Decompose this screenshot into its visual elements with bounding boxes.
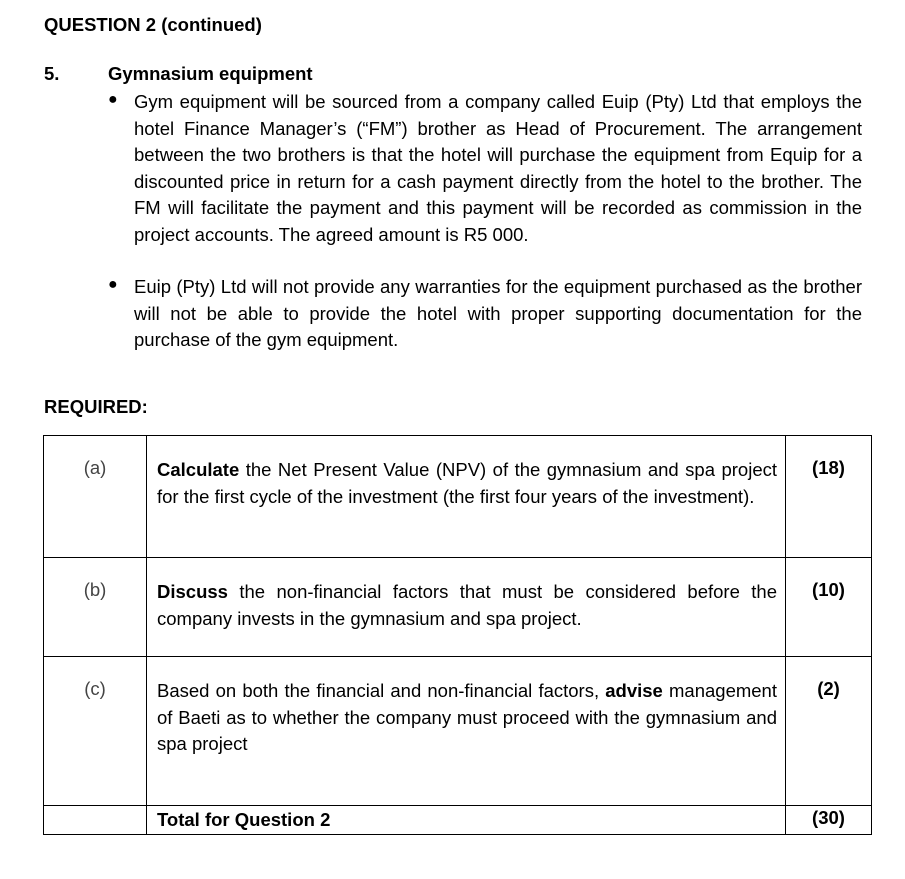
requirement-label: (c) [44,657,147,806]
total-marks: (30) [786,806,872,835]
bullet-paragraph-2: Euip (Pty) Ltd will not provide any warranties for the equipment purchased as the brother will not be able to provide the hotel with proper supporting documentation for the purchase of the gym equipment. [134,276,862,350]
section-number: 5. [44,63,60,84]
bullet-icon: ● [108,276,118,293]
section-title: Gymnasium equipment [108,63,313,84]
requirement-marks: (2) [786,657,872,806]
requirement-body: management of Baeti as to whether the company must proceed with the gymnasium and spa project [157,680,777,754]
requirement-text [147,436,786,558]
requirement-verb: advise [605,680,663,701]
requirement-pre: Based on both the financial and non-financial factors, [157,680,606,701]
bullet-icon: ● [108,91,118,108]
requirement-text [147,657,786,806]
table-row [44,558,872,657]
total-empty-cell [44,806,147,835]
page-heading: QUESTION 2 (continued) [44,14,262,35]
bullet-paragraph-1: Gym equipment will be sourced from a company called Euip (Pty) Ltd that employs the hotel Finance Manager’s (“FM”) brother as Head of Procurement. The arrangement between the two brothers is that the hotel will purchase the equipment from Equip for a discounted price in return for a cash payment directly from the hotel to the brother. The FM will facilitate the payment and this payment will be recorded as commission in the project accounts. The agreed amount is R5 000. [134,91,862,245]
requirement-verb: Discuss [157,581,228,602]
total-row [44,806,872,835]
requirements-table [43,435,872,835]
table-row [44,657,872,806]
requirement-verb: Calculate [157,459,240,480]
requirement-marks: (18) [786,436,872,558]
requirement-marks: (10) [786,558,872,657]
requirement-label: (a) [44,436,147,558]
requirement-body: the non-financial factors that must be considered before the company invests in the gymnasium and spa project. [157,581,777,629]
requirement-text [147,558,786,657]
requirement-body: the Net Present Value (NPV) of the gymnasium and spa project for the first cycle of the investment (the first four years of the investment). [157,459,777,507]
table-row [44,436,872,558]
total-label: Total for Question 2 [147,806,786,835]
requirement-label: (b) [44,558,147,657]
required-label: REQUIRED: [44,396,148,417]
